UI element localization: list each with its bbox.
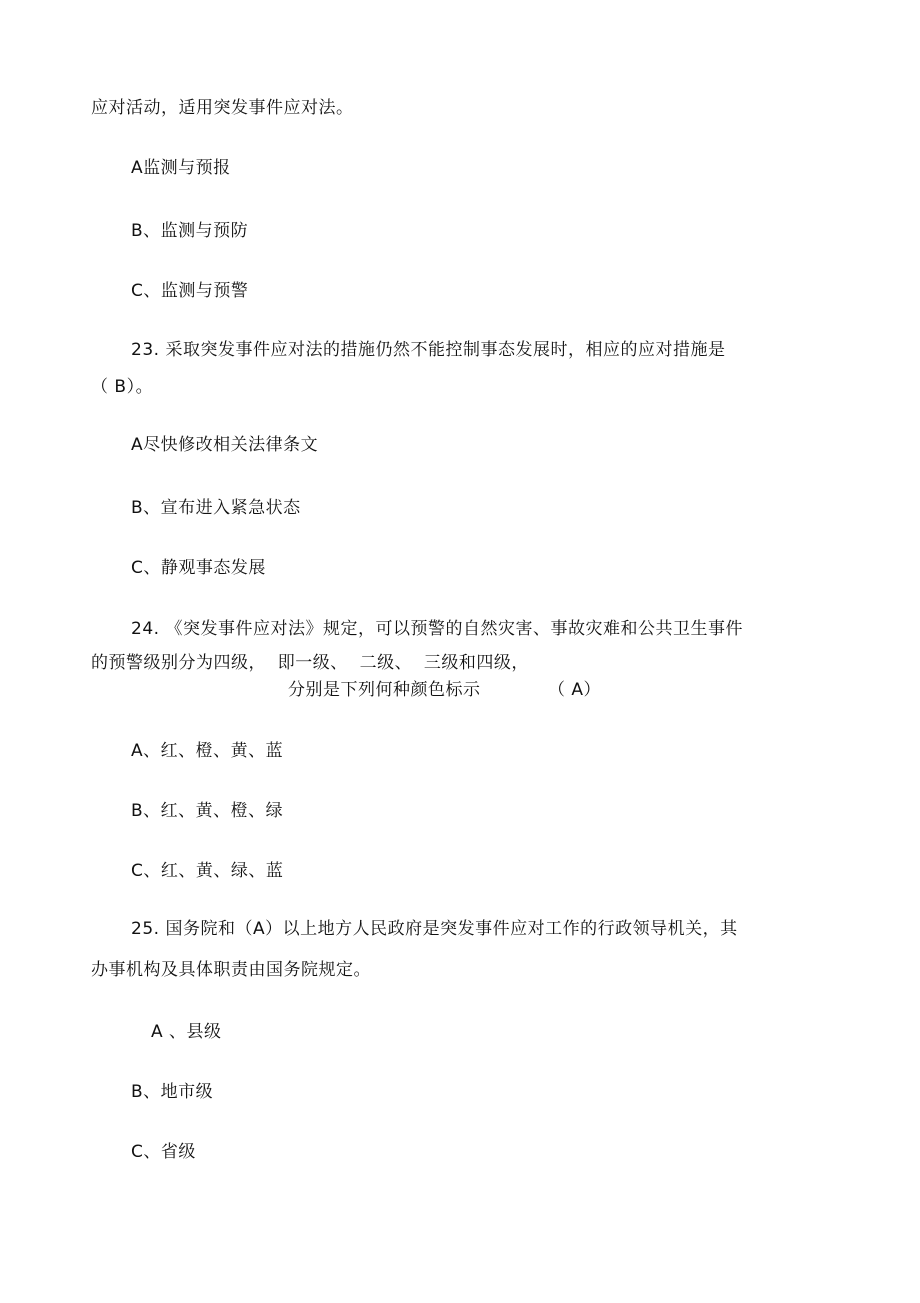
q24-answer: （ A） [548,680,602,700]
q25-number: 25. [131,919,160,939]
q25-stem-line1 [131,918,738,940]
q24-number: 24. [131,619,160,639]
q23-stem-line2: （ B）。 [91,377,154,397]
q25-option-c: C、省级 [131,1142,196,1162]
q25-option-a: A 、县级 [151,1022,222,1042]
q24-stem-line1 [131,618,743,640]
q23-option-b: B、宣布进入紧急状态 [131,498,301,518]
q22-option-b: B、监测与预防 [131,221,249,241]
q24-option-a: A、红、橙、黄、蓝 [131,741,284,761]
q23-option-c: C、静观事态发展 [131,558,266,578]
q24-stem-line3: 分别是下列何种颜色标示 [288,680,481,700]
q24-option-c: C、红、黄、绿、蓝 [131,861,284,881]
q24-stem: 《突发事件应对法》规定，可以预警的自然灾害、事故灾难和公共卫生事件 [165,619,743,639]
q23-stem-line1 [131,339,725,361]
q23-number: 23. [131,340,160,360]
q24-option-b: B、红、黄、橙、绿 [131,801,284,821]
q22-option-c: C、监测与预警 [131,281,249,301]
q24-stem-line2: 的预警级别分为四级， 即一级、 二级、 三级和四级， [91,653,529,673]
q25-stem: 国务院和（A）以上地方人民政府是突发事件应对工作的行政领导机关，其 [165,919,738,939]
intro-continuation: 应对活动，适用突发事件应对法。 [91,98,354,118]
q25-option-b: B、地市级 [131,1082,214,1102]
q22-option-a: A监测与预报 [131,158,231,178]
q25-stem-line2: 办事机构及具体职责由国务院规定。 [91,960,371,980]
q23-stem: 采取突发事件应对法的措施仍然不能控制事态发展时，相应的应对措施是 [165,340,726,360]
q23-option-a: A尽快修改相关法律条文 [131,435,319,455]
